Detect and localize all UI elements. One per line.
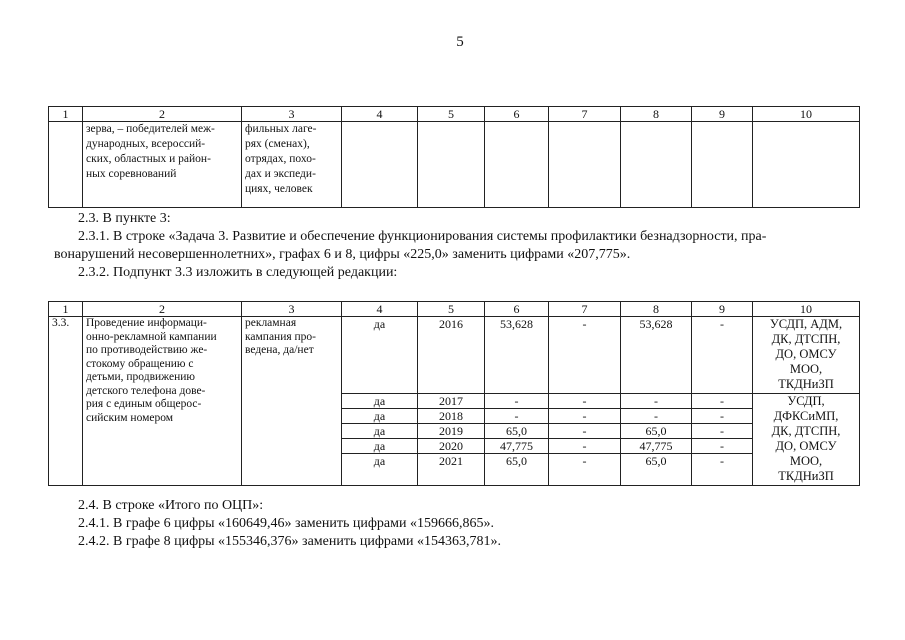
table1-header-cell: 6 [485,107,549,122]
table1-cell-description [83,122,242,208]
cell-value: 65,0 [485,424,549,439]
table1-header-cell: 4 [342,107,418,122]
table2-header-cell: 5 [418,302,485,317]
text-line: отрядах, похо- [245,153,316,165]
text-line: дународных, всероссий- [86,138,206,150]
text-line: сийским номером [86,411,174,424]
text-line: онно-рекламной кампании [86,330,217,343]
table1-body-row [49,122,860,208]
table-subitem-3-3 [48,301,860,486]
text-line: МОО, [789,454,823,468]
cell-value: да [342,317,418,394]
table2-header-cell: 10 [753,302,860,317]
text-line: ДФКСиМП, [773,409,839,423]
text-line: стокому обращению с [86,357,194,370]
text-line: УСДП, [787,394,825,408]
cell-value: - [485,394,549,409]
text-line: зерва, – победителей меж- [86,123,215,135]
cell-value: - [692,424,753,439]
cell-year: 2017 [418,394,485,409]
text-line: ских, областных и район- [86,153,211,165]
table1-cell [49,122,83,208]
table1-cell [621,122,692,208]
text-line: детского телефона дове- [86,384,206,397]
text-line: циях, человек [245,183,313,195]
table-continuation [48,106,860,208]
cell-value: - [621,409,692,424]
table2-header-cell: 7 [549,302,621,317]
table2-header-cell: 4 [342,302,418,317]
item-description [83,317,242,486]
cell-value: - [549,454,621,486]
cell-value: 53,628 [621,317,692,394]
text-line: рях (сменах), [245,138,310,150]
table2-header-row [49,302,860,317]
text-line: ТКДНиЗП [778,377,834,391]
item-number: 3.3. [49,317,83,486]
cell-value: 65,0 [621,454,692,486]
table1-cell [692,122,753,208]
cell-value: - [485,409,549,424]
cell-value: да [342,454,418,486]
cell-value: - [692,394,753,409]
table2-header-cell: 3 [242,302,342,317]
text-line: ных соревнований [86,168,177,180]
paragraph-2-3-1-line1: 2.3.1. В строке «Задача 3. Развитие и обеспечение функционирования системы профилактики безнадзорности, пра- [78,229,767,244]
cell-value: - [549,394,621,409]
table2-header-cell: 6 [485,302,549,317]
text-line: УСДП, АДМ, [769,317,843,331]
text-line: рия с единым общерос- [86,398,202,410]
table-row [49,317,860,394]
text-line: кампания про- [245,330,317,343]
table1-cell [342,122,418,208]
table1-header-cell: 7 [549,107,621,122]
cell-value: - [549,317,621,394]
text-line: ДК, ДТСПН, [771,332,841,346]
table1-header-cell: 8 [621,107,692,122]
text-line: рекламная [245,317,297,329]
cell-year: 2018 [418,409,485,424]
cell-year: 2020 [418,439,485,454]
table2-header-cell: 1 [49,302,83,317]
cell-value: да [342,409,418,424]
table1-cell-indicator [242,122,342,208]
cell-value: да [342,394,418,409]
paragraph-2-3-1-line2: вонарушений несовершеннолетних», графах 6 и 8, цифры «225,0» заменить цифрами «207,775». [54,247,631,262]
cell-value: да [342,439,418,454]
table1-cell [485,122,549,208]
cell-value: - [621,394,692,409]
table1-header-row [49,107,860,122]
paragraph-2-4-1: 2.4.1. В графе 6 цифры «160649,46» заменить цифрами «159666,865». [78,516,494,531]
table2-header-cell: 2 [83,302,242,317]
cell-value: - [692,409,753,424]
text-line: ДО, ОМСУ [775,347,837,361]
cell-value: - [549,409,621,424]
cell-value: 53,628 [485,317,549,394]
text-line: ведена, да/нет [245,344,314,356]
cell-value: да [342,424,418,439]
text-line: дах и экспеди- [245,168,316,180]
responsible-org-2016 [753,317,860,394]
table2-header-cell: 8 [621,302,692,317]
table1-cell [753,122,860,208]
table1-header-cell: 5 [418,107,485,122]
item-indicator [242,317,342,486]
cell-year: 2016 [418,317,485,394]
cell-year: 2021 [418,454,485,486]
paragraph-2-4: 2.4. В строке «Итого по ОЦП»: [78,498,264,513]
cell-value: 65,0 [621,424,692,439]
page-number: 5 [456,34,464,50]
cell-value: - [549,439,621,454]
table1-header-cell: 3 [242,107,342,122]
text-line: ТКДНиЗП [778,469,834,483]
table1-header-cell: 2 [83,107,242,122]
text-line: ДК, ДТСПН, [771,424,841,438]
table1-header-cell: 10 [753,107,860,122]
cell-year: 2019 [418,424,485,439]
text-line: детьми, продвижению [86,371,195,383]
table1-header-cell: 9 [692,107,753,122]
paragraph-2-4-2: 2.4.2. В графе 8 цифры «155346,376» заменить цифрами «154363,781». [78,534,501,549]
text-line: фильных лаге- [245,123,317,135]
cell-value: - [692,317,753,394]
cell-value: 47,775 [621,439,692,454]
table1-cell [418,122,485,208]
cell-value: - [692,439,753,454]
text-line: МОО, [789,362,823,376]
text-line: Проведение информаци- [86,317,207,329]
table1-cell [549,122,621,208]
table1-header-cell: 1 [49,107,83,122]
text-line: ДО, ОМСУ [775,439,837,453]
paragraph-2-3-2: 2.3.2. Подпункт 3.3 изложить в следующей редакции: [78,265,398,280]
table2-header-cell: 9 [692,302,753,317]
cell-value: 47,775 [485,439,549,454]
text-line: по противодействию же- [86,344,208,356]
paragraph-2-3: 2.3. В пункте 3: [78,211,171,226]
responsible-org-2017-2021 [753,394,860,486]
cell-value: 65,0 [485,454,549,486]
cell-value: - [549,424,621,439]
cell-value: - [692,454,753,486]
